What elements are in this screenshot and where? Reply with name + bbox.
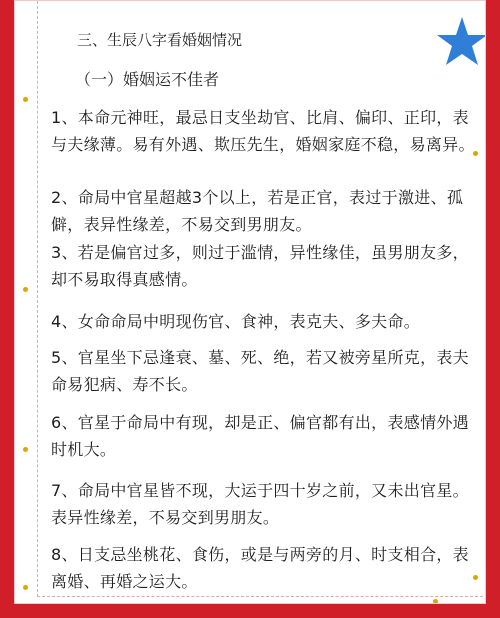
- paragraph-3: 3、若是偏官过多，则过于滥情，异性缘佳，虽男朋友多，却不易取得真感情。: [51, 243, 469, 289]
- paragraph-1: 1、本命元神旺，最忌日支坐劫官、比肩、偏印、正印，表与夫缘薄。易有外遇、欺压先生，婚姻家庭不稳，易离异。: [51, 108, 475, 154]
- paragraph-2: 2、命局中官星超越3个以上，若是正官，表过于激进、孤僻，表异性缘差，不易交到男朋友。: [51, 188, 464, 234]
- document-card: [14, 0, 486, 604]
- gold-dot: [433, 599, 438, 604]
- gold-dot: [23, 447, 28, 452]
- subtitle: （一）婚姻运不佳者: [75, 70, 220, 89]
- paragraph-5: 5、官星坐下忌逢衰、墓、死、绝，若又被旁星所克，表夫命易犯病、寿不长。: [51, 348, 469, 394]
- paragraph-6: 6、官星于命局中有现，却是正、偏官都有出，表感情外遇时机大。: [51, 413, 469, 459]
- gold-dot: [23, 585, 28, 590]
- paragraph-8: 8、日支忌坐桃花、食伤，或是与两旁的月、时支相合，表离婚、再婚之运大。: [51, 545, 469, 591]
- section-title: 三、生辰八字看婚姻情况: [77, 31, 243, 49]
- paragraph-7: 7、命局中官星皆不现，大运于四十岁之前，又未出官星。表异性缘差，不易交到男朋友。: [51, 481, 469, 527]
- gold-dot: [23, 287, 28, 292]
- paragraph-4: 4、女命命局中明现伤官、食神，表克夫、多夫命。: [51, 312, 421, 331]
- star-icon: [435, 15, 486, 69]
- gold-dot: [23, 97, 28, 102]
